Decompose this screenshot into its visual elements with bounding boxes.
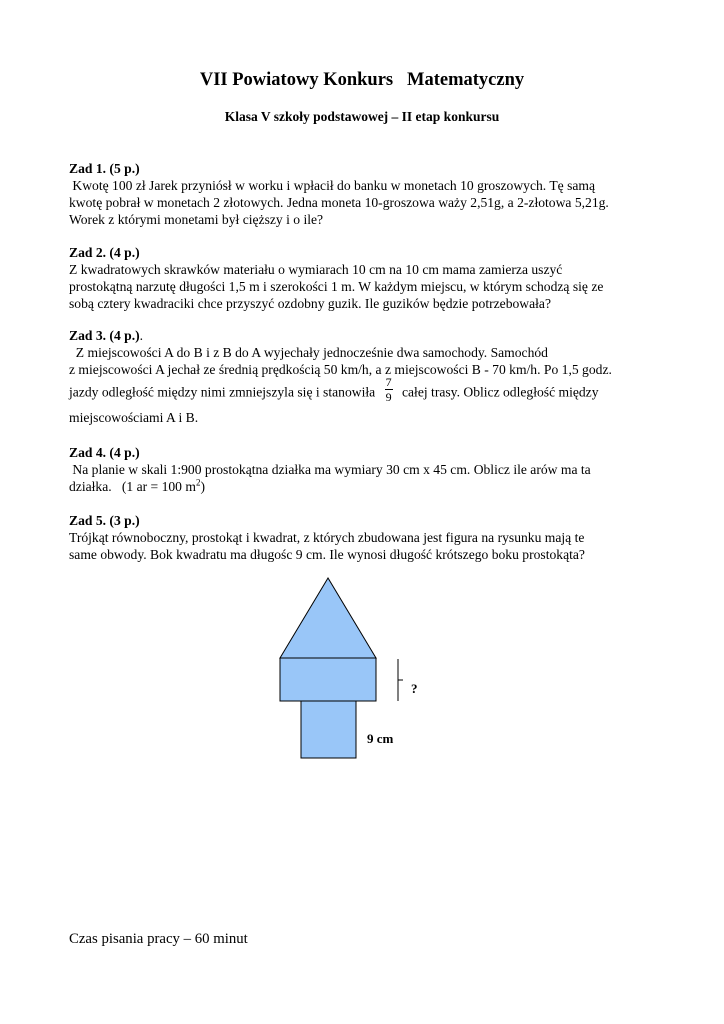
question-mark-label: ? <box>411 681 418 696</box>
task-text-line: Z miejscowości A do B i z B do A wyjechały jednocześnie dwa samochody. Samochód <box>69 345 548 360</box>
fraction-line-after: całej trasy. Oblicz odległość między <box>401 384 599 400</box>
page-subtitle: Klasa V szkoły podstawowej – II etap konkursu <box>224 109 500 124</box>
task-text-line: Worek z którymi monetami był cięższy i o ile? <box>69 212 324 227</box>
footer-time-note: Czas pisania pracy – 60 minut <box>69 931 248 947</box>
superscript-exponent: 2 <box>195 477 201 488</box>
task-text-line: prostokątną narzutę długości 1,5 m i szerokości 1 m. W każdym miejscu, w którym schodzą się ze <box>69 279 604 294</box>
task-heading: Zad 4. (4 p.) <box>69 445 140 460</box>
fraction-line-before: jazdy odległość między nimi zmniejszyla się i stanowiła <box>69 384 376 400</box>
task-text-line: Na planie w skali 1:900 prostokątna działka ma wymiary 30 cm x 45 cm. Oblicz ile arów ma ta <box>69 462 591 477</box>
rectangle <box>280 658 376 701</box>
fraction-numerator: 7 <box>385 375 392 389</box>
page-title: VII Powiatowy Konkurs Matematyczny <box>199 70 525 90</box>
task-text-line: same obwody. Bok kwadratu ma długośc 9 cm. Ile wynosi długość krótszego boku prostokąta? <box>69 547 585 562</box>
equilateral-triangle <box>280 578 376 658</box>
task-text-line: z miejscowości A jechał ze średnią prędkością 50 km/h, a z miejscowości B - 70 km/h. Po 1,5 godz. <box>69 362 612 377</box>
task-heading: Zad 5. (3 p.) <box>69 513 140 528</box>
task-text-line: miejscowościami A i B. <box>69 410 199 425</box>
task-heading-suffix: . <box>139 328 144 343</box>
task-heading: Zad 3. (4 p.) <box>69 328 140 343</box>
task-text-line: kwotę pobrał w monetach 2 złotowych. Jedna moneta 10-groszowa waży 2,51g, a 2-złotowa 5,21g. <box>69 195 609 210</box>
closing-paren: ) <box>200 479 205 494</box>
fraction-denominator: 9 <box>385 390 392 404</box>
task-text-line: Z kwadratowych skrawków materiału o wymiarach 10 cm na 10 cm mama zamierza uszyć <box>69 262 563 277</box>
square-side-label: 9 cm <box>367 731 394 746</box>
task-text-line: Kwotę 100 zł Jarek przyniósł w worku i wpłacił do banku w monetach 10 groszowych. Tę samą <box>69 178 596 193</box>
task-text-line: sobą cztery kwadraciki chce przyszyć ozdobny guzik. Ile guzików będzie potrzebowała? <box>69 296 551 311</box>
area-unit-text: działka. (1 ar = 100 m <box>69 479 196 494</box>
task-heading: Zad 2. (4 p.) <box>69 245 140 260</box>
task-text-line: Trójkąt równoboczny, prostokąt i kwadrat, z których zbudowana jest figura na rysunku mają te <box>69 530 585 545</box>
task-heading: Zad 1. (5 p.) <box>69 161 140 176</box>
square <box>301 701 356 758</box>
